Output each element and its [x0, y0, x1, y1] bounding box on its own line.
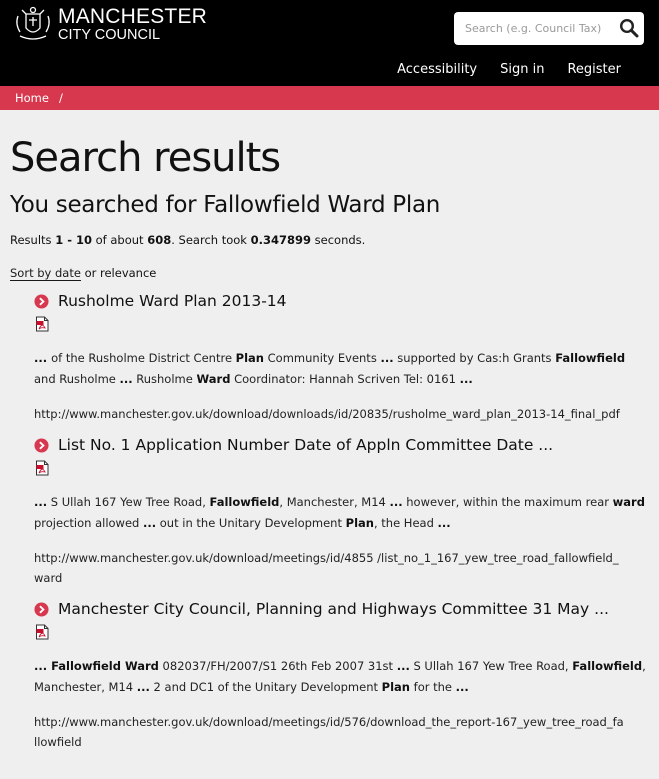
- snippet-text: , Manchester, M14: [279, 495, 390, 509]
- site-header: [0, 0, 659, 86]
- snippet-text: for the: [409, 679, 456, 694]
- snippet-highlight: ...: [34, 495, 48, 509]
- snippet-highlight: Plan: [345, 515, 374, 530]
- snippet-highlight: ...: [119, 371, 133, 386]
- snippet-highlight: ...: [389, 495, 403, 509]
- list-item: [34, 434, 649, 588]
- snippet-highlight: ...: [455, 679, 469, 694]
- header-nav: [374, 62, 621, 77]
- snippet-text: out in the Unitary Development: [156, 515, 346, 530]
- result-url: http://www.manchester.gov.uk/download/meetings/id/576/download_the_report-167_yew_tree_road_fallowfield: [34, 715, 624, 749]
- result-title-link[interactable]: Rusholme Ward Plan 2013-14: [58, 292, 287, 310]
- logo-line-2: CITY COUNCIL: [58, 27, 161, 43]
- snippet-highlight: Plan: [235, 351, 264, 365]
- results-summary: [10, 233, 649, 247]
- snippet-highlight: ...: [136, 679, 150, 694]
- snippet-highlight: ...: [437, 515, 451, 530]
- result-title-row: [34, 434, 649, 456]
- snippet-text: Coordinator: Hannah Scriven Tel: 0161: [230, 371, 460, 386]
- snippet-highlight: Ward: [196, 371, 231, 386]
- nav-sign-in-link[interactable]: Sign in: [500, 62, 545, 77]
- snippet-highlight: ...: [396, 659, 410, 673]
- results-suffix: seconds.: [311, 233, 366, 247]
- sort-by-date-link[interactable]: Sort by date: [10, 266, 81, 280]
- snippet-highlight: Fallowfield: [572, 659, 643, 673]
- snippet-highlight: Plan: [381, 679, 410, 694]
- result-title-row: [34, 290, 649, 312]
- snippet-highlight: Fallowfield: [555, 351, 626, 365]
- results-about: of about: [91, 233, 148, 247]
- snippet-text: 2 and DC1 of the Unitary Development: [149, 679, 382, 694]
- list-item: [34, 598, 649, 752]
- pdf-icon[interactable]: [34, 460, 50, 476]
- result-snippet: [34, 656, 649, 697]
- snippet-highlight: ward: [612, 495, 645, 509]
- sort-relevance-text: or relevance: [80, 266, 157, 280]
- nav-accessibility-link[interactable]: Accessibility: [397, 62, 478, 77]
- results-prefix: Results: [10, 233, 56, 247]
- results-list: [10, 290, 649, 752]
- site-logo[interactable]: [12, 6, 207, 43]
- pdf-icon[interactable]: [34, 624, 50, 640]
- results-total: 608: [147, 233, 172, 247]
- page-title: Search results: [10, 135, 281, 181]
- snippet-text: and Rusholme: [34, 371, 120, 386]
- result-snippet: [34, 348, 649, 389]
- result-title-row: [34, 598, 649, 620]
- arrow-circle-icon: [34, 602, 49, 617]
- snippet-text: of the Rusholme District Centre: [51, 351, 236, 365]
- snippet-text: Rusholme: [132, 371, 197, 386]
- snippet-highlight: ...: [459, 371, 473, 386]
- list-item: [34, 290, 649, 424]
- snippet-highlight: Fallowfield: [209, 495, 280, 509]
- snippet-text: supported by Cas:h Grants: [393, 351, 556, 365]
- result-title-link[interactable]: List No. 1 Application Number Date of Appln Committee Date ...: [58, 436, 554, 454]
- results-time: 0.347899: [250, 233, 311, 247]
- snippet-text: 082037/FH/2007/S1 26th Feb 2007 31st: [158, 659, 397, 673]
- arrow-circle-icon: [34, 294, 49, 309]
- search-query-heading: You searched for Fallowfield Ward Plan: [10, 192, 441, 218]
- arrow-circle-icon: [34, 438, 49, 453]
- sort-options: [10, 266, 649, 280]
- snippet-highlight: ...: [34, 351, 52, 365]
- breadcrumb-home-link[interactable]: Home: [15, 91, 49, 105]
- results-took: . Search took: [171, 233, 251, 247]
- snippet-highlight: ... Fallowfield Ward: [34, 659, 159, 673]
- results-range: 1 - 10: [55, 233, 92, 247]
- result-url: http://www.manchester.gov.uk/download/downloads/id/20835/rusholme_ward_plan_2013-14_final_pdf: [34, 407, 620, 421]
- snippet-text: S Ullah 167 Yew Tree Road,: [47, 495, 210, 509]
- logo-line-1: MANCHESTER: [58, 5, 208, 28]
- search-icon[interactable]: [619, 18, 639, 38]
- snippet-text: projection allowed: [34, 515, 143, 530]
- snippet-text: S Ullah 167 Yew Tree Road,: [409, 659, 573, 673]
- main-content: [0, 110, 659, 752]
- snippet-highlight: ...: [380, 351, 394, 365]
- pdf-icon[interactable]: [34, 316, 50, 332]
- result-snippet: [34, 492, 649, 533]
- snippet-text: , the Head: [373, 515, 438, 530]
- snippet-text: Community Events: [264, 351, 381, 365]
- breadcrumb-separator: /: [58, 91, 63, 105]
- site-search: [454, 12, 644, 45]
- nav-register-link[interactable]: Register: [567, 62, 621, 77]
- coat-of-arms-icon: [12, 6, 54, 42]
- search-input[interactable]: [463, 12, 617, 45]
- snippet-text: however, within the maximum rear: [402, 495, 613, 509]
- result-url: http://www.manchester.gov.uk/download/meetings/id/4855 /list_no_1_167_yew_tree_road_fallowfield_ward: [34, 551, 619, 585]
- breadcrumb: [0, 86, 659, 110]
- snippet-highlight: ...: [143, 515, 157, 530]
- snippet-text: , Manchester, M14: [34, 659, 646, 694]
- result-title-link[interactable]: Manchester City Council, Planning and Highways Committee 31 May ...: [58, 600, 609, 618]
